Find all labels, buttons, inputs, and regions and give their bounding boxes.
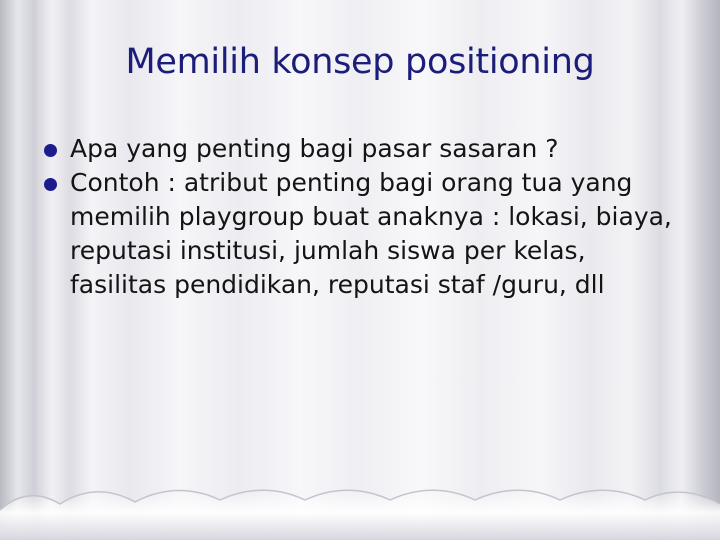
bullet-text: Contoh : atribut penting bagi orang tua yang memilih playgroup buat anaknya : lokasi, biaya, reputasi institusi, jumlah siswa per kelas, fasilitas pendidikan, reputasi staf /guru, dll [70,168,672,299]
bullet-list [42,132,682,302]
curtain-drape-decoration [0,470,720,540]
bullet-dot-icon [44,178,57,191]
slide-title: Memilih konsep positioning [125,42,595,82]
bullet-item [42,166,682,302]
bullet-dot-icon [44,144,57,157]
bullet-item [42,132,682,166]
bullet-text: Apa yang penting bagi pasar sasaran ? [70,134,559,163]
